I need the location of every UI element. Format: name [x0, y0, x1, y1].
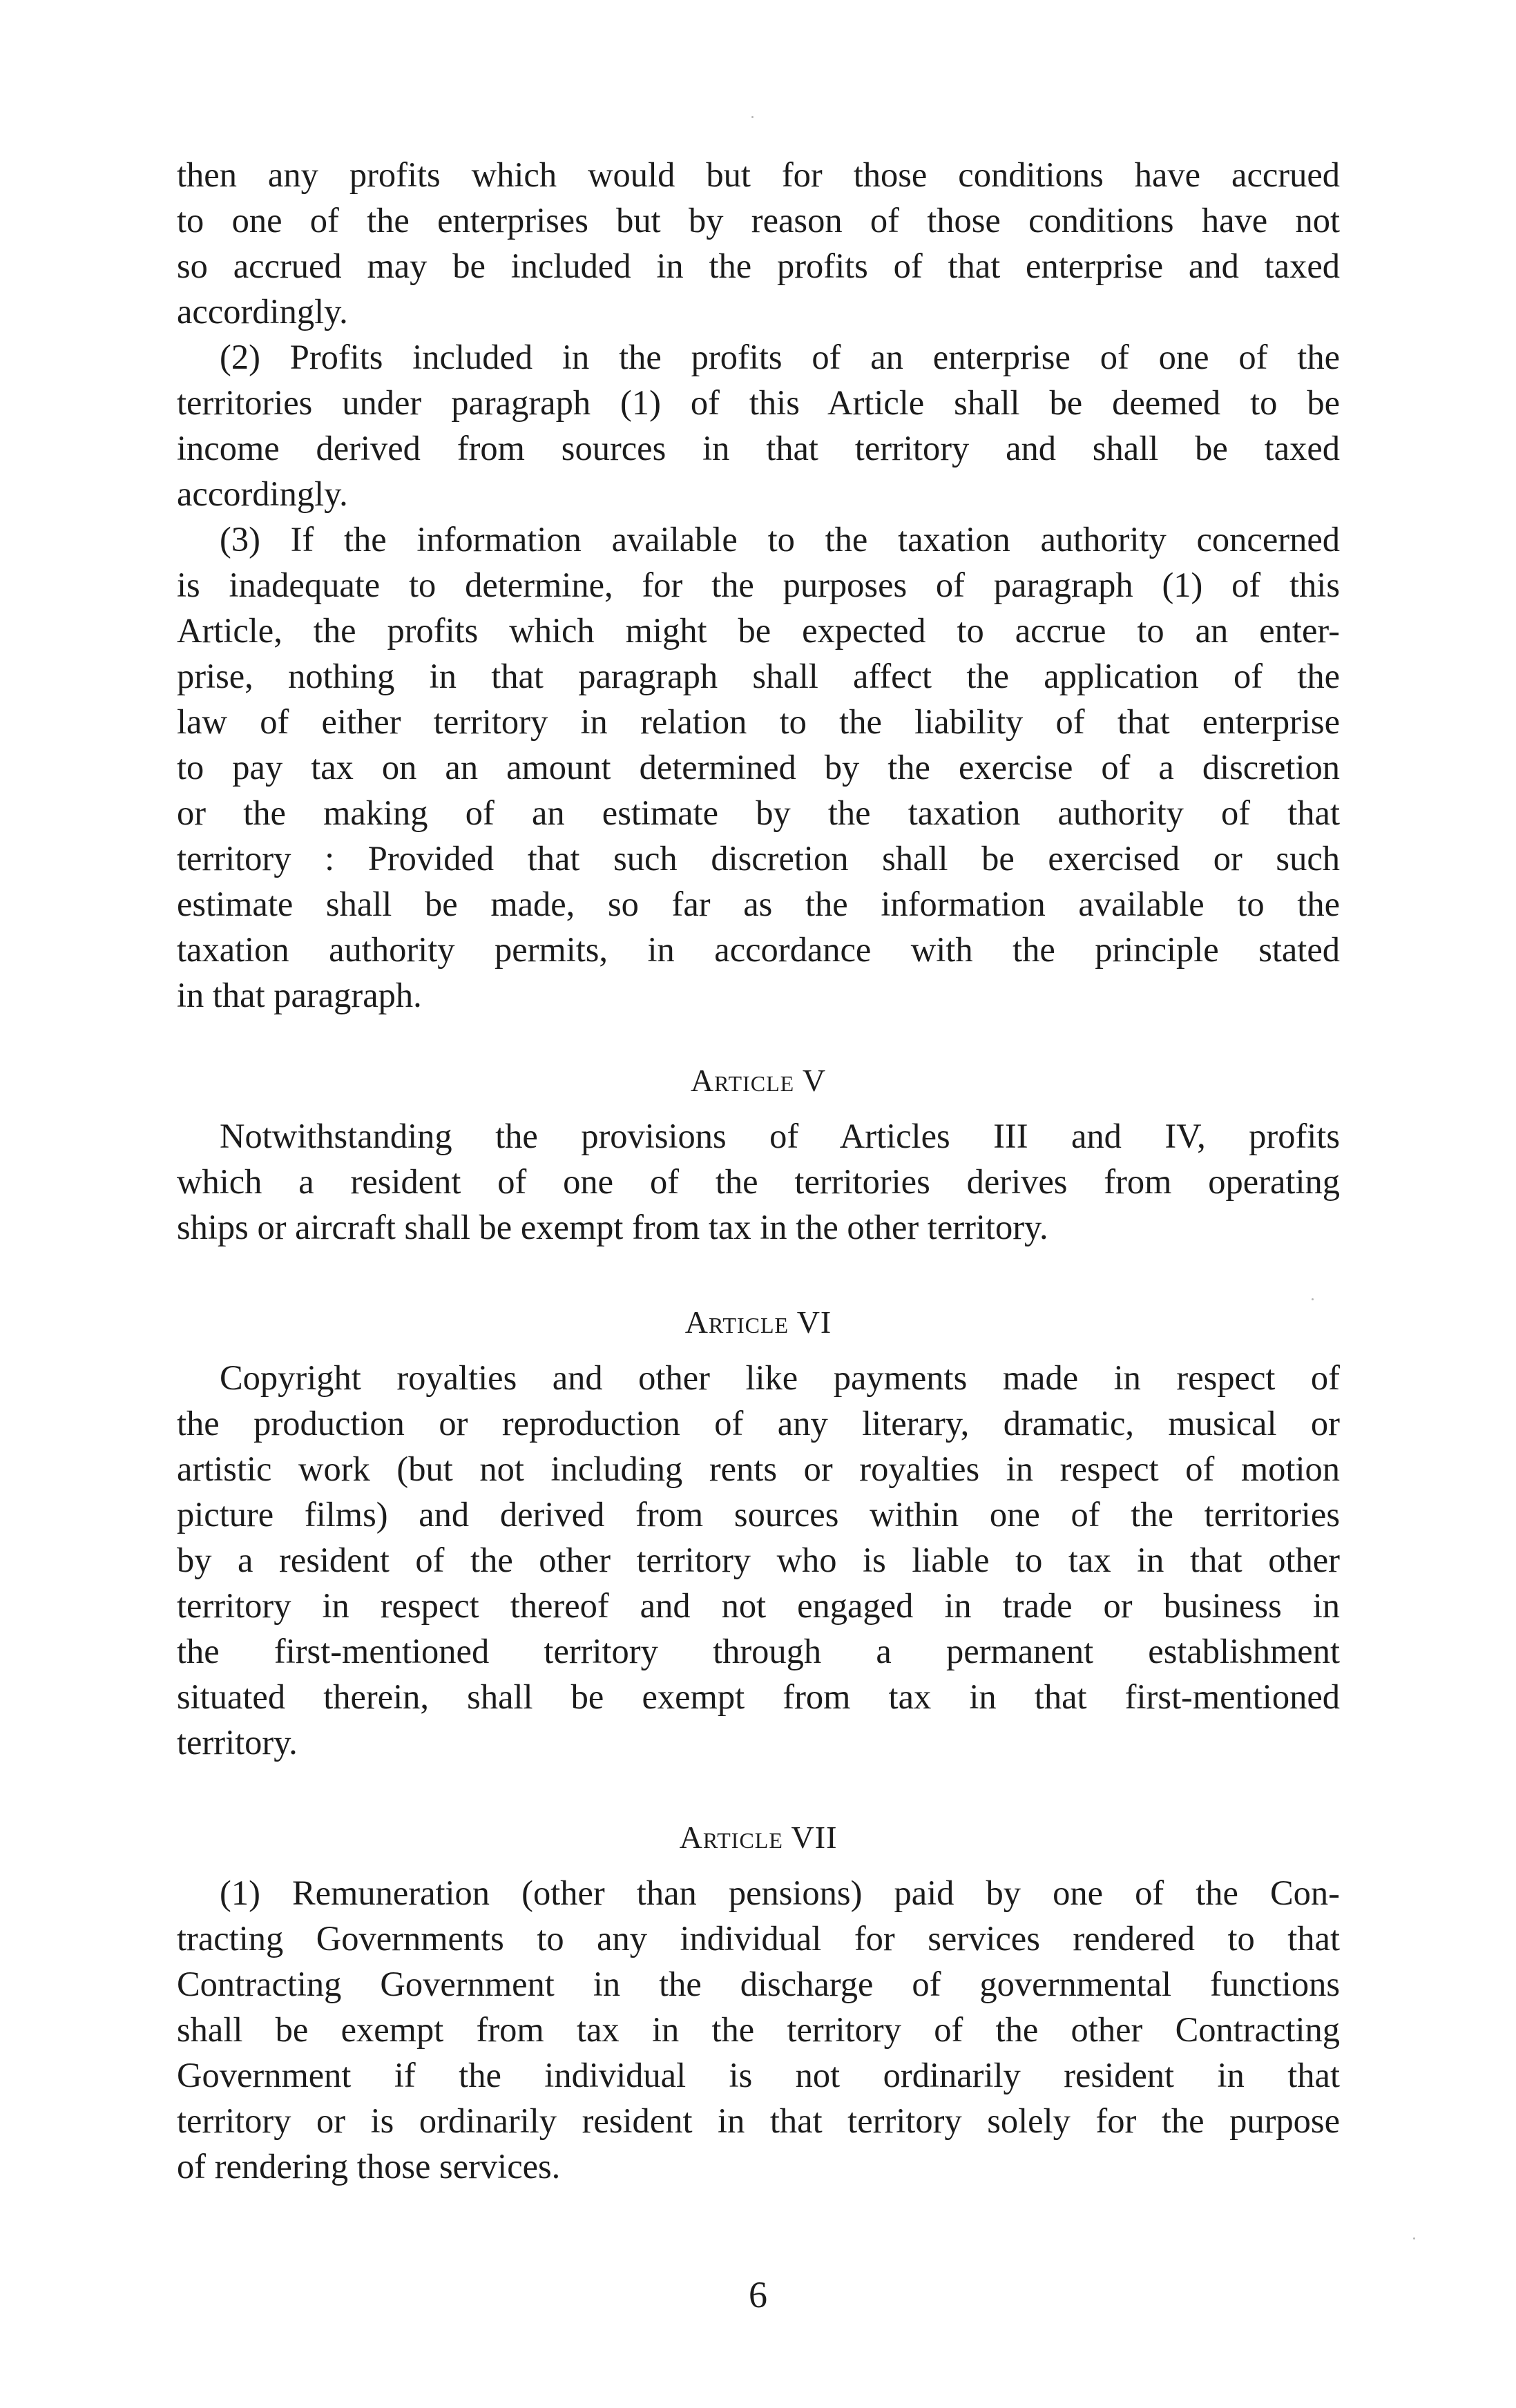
document-page: [177, 152, 1340, 2189]
speck-mark: [751, 116, 754, 118]
text-line: income derived from sources in that territory and shall be taxed: [177, 429, 1340, 468]
text-line: taxation authority permits, in accordance with the principle stated: [177, 930, 1340, 969]
text-line: tracting Governments to any individual for services rendered to that: [177, 1919, 1340, 1958]
article-vii-paragraph: [177, 1870, 1340, 2189]
text-line: (1) Remuneration (other than pensions) paid by one of the Con-: [220, 1874, 1340, 1912]
speck-mark: [1413, 2237, 1415, 2240]
text-line: so accrued may be included in the profits of that enterprise and taxed: [177, 247, 1340, 285]
text-line: Notwithstanding the provisions of Articles III and IV, profits: [220, 1117, 1340, 1155]
text-line: by a resident of the other territory who is liable to tax in that other: [177, 1541, 1340, 1579]
text-line: territory in respect thereof and not engaged in trade or business in: [177, 1586, 1340, 1625]
text-line: territories under paragraph (1) of this Article shall be deemed to be: [177, 383, 1340, 422]
article-v-heading: Article V: [690, 1063, 827, 1098]
text-line: the production or reproduction of any literary, dramatic, musical or: [177, 1404, 1340, 1443]
article-v-paragraph: [177, 1113, 1340, 1250]
text-line: is inadequate to determine, for the purposes of paragraph (1) of this: [177, 566, 1340, 604]
text-line: estimate shall be made, so far as the information available to the: [177, 885, 1340, 923]
text-line: ships or aircraft shall be exempt from tax in the other territory.: [177, 1208, 1048, 1246]
text-line: Article, the profits which might be expected to accrue to an enter-: [177, 611, 1340, 650]
text-line: territory.: [177, 1723, 298, 1762]
text-line: to one of the enterprises but by reason of those conditions have not: [177, 201, 1340, 240]
text-line: picture films) and derived from sources within one of the territories: [177, 1495, 1340, 1534]
text-line: which a resident of one of the territories derives from operating: [177, 1162, 1340, 1201]
continuation-paragraph: [177, 152, 1340, 334]
text-line: shall be exempt from tax in the territory of the other Contracting: [177, 2010, 1340, 2049]
text-line: Government if the individual is not ordinarily resident in that: [177, 2056, 1340, 2094]
text-line: of rendering those services.: [177, 2147, 561, 2186]
text-line: or the making of an estimate by the taxation authority of that: [177, 793, 1340, 832]
paragraph-2: [177, 334, 1340, 517]
text-line: to pay tax on an amount determined by the exercise of a discretion: [177, 748, 1340, 787]
text-line: artistic work (but not including rents or royalties in respect of motion: [177, 1449, 1340, 1488]
text-line: then any profits which would but for those conditions have accrued: [177, 155, 1340, 194]
paragraph-3: [177, 517, 1340, 1018]
text-line: the first-mentioned territory through a permanent establishment: [177, 1632, 1340, 1670]
article-vii-heading: Article VII: [679, 1820, 838, 1855]
page-number: 6: [749, 2274, 767, 2315]
article-vi-paragraph: [177, 1355, 1340, 1765]
text-line: prise, nothing in that paragraph shall affect the application of the: [177, 657, 1340, 695]
text-line: territory : Provided that such discretion shall be exercised or such: [177, 839, 1340, 878]
article-vi-heading: Article VI: [684, 1304, 832, 1340]
text-line: territory or is ordinarily resident in that territory solely for the purpose: [177, 2101, 1340, 2140]
text-line: situated therein, shall be exempt from tax in that first-mentioned: [177, 1677, 1340, 1716]
text-line: Copyright royalties and other like payments made in respect of: [220, 1358, 1340, 1397]
text-line: Contracting Government in the discharge of governmental functions: [177, 1965, 1340, 2003]
text-line: accordingly.: [177, 292, 348, 331]
text-line: in that paragraph.: [177, 976, 422, 1014]
text-line: law of either territory in relation to the liability of that enterprise: [177, 702, 1340, 741]
text-line: (3) If the information available to the taxation authority concerned: [220, 520, 1340, 559]
text-line: accordingly.: [177, 474, 348, 513]
text-line: (2) Profits included in the profits of an enterprise of one of the: [220, 338, 1340, 376]
